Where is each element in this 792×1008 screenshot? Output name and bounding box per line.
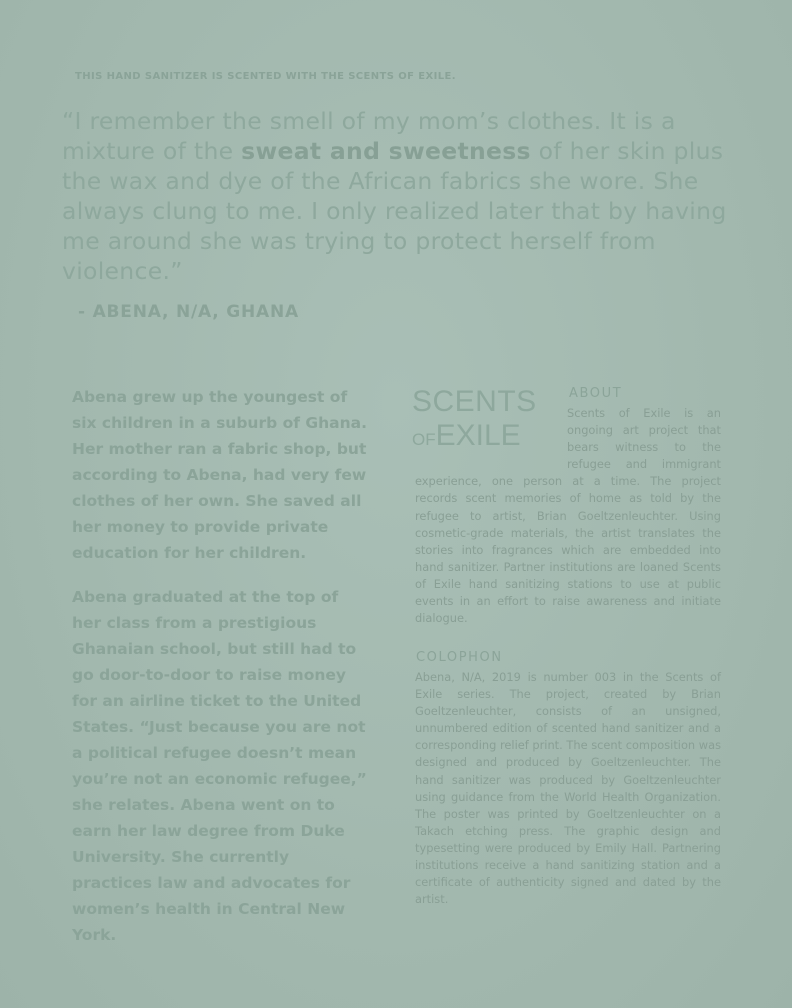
logo-of: OF bbox=[412, 430, 436, 449]
bio-paragraph-2: Abena graduated at the top of her class from a prestigious Ghanaian school, but still had to go door-to-door to raise money for an airline ticket to the United States. “Just because you are not a political refugee doesn’t mean you’re not an economic refugee,” she relates. Abena went on to earn her law degree from Duke University. She currently practices law and advocates for women’s health in Central New York. bbox=[72, 588, 367, 944]
about-section bbox=[415, 405, 721, 627]
quote-attribution: - ABENA, N/A, GHANA bbox=[78, 302, 299, 322]
logo-scents: SCENTS bbox=[412, 385, 537, 418]
header-tagline: THIS HAND SANITIZER IS SCENTED WITH THE SCENTS OF EXILE. bbox=[75, 71, 456, 82]
colophon-body: Abena, N/A, 2019 is number 003 in the Scents of Exile series. The project, created by Brian Goeltzenleuchter, consists of an unsigned, unnumbered edition of scented hand sanitizer and a corresponding relief print. The scent composition was designed and produced by Goeltzenleuchter. The hand sanitizer was produced by Goeltzenleuchter using guidance from the World Health Organization. The poster was printed by Goeltzenleuchter on a Takach etching press. The graphic design and typesetting were produced by Emily Hall. Partnering institutions receive a hand sanitizing station and a certificate of authenticity signed and dated by the artist. bbox=[415, 670, 722, 907]
quote-text-start: “I remember the smell of my mom’s clothes. It is a mixture of the bbox=[62, 107, 676, 165]
pull-quote bbox=[62, 106, 732, 286]
logo-exile: EXILE bbox=[435, 419, 521, 452]
quote-emphasis: sweat and sweetness bbox=[241, 137, 531, 165]
logo-spacer bbox=[415, 405, 567, 471]
quote-text-end: of her skin plus the wax and dye of the African fabrics she wore. She always clung to me. I only realized later that by having me around she was trying to protect herself from violence.” bbox=[62, 137, 727, 285]
colophon-heading: COLOPHON bbox=[416, 650, 503, 665]
about-body: Scents of Exile is an ongoing art project that bears witness to the refugee and immigrant experience, one person at a time. The project records scent memories of home as told by the refugee to artist, Brian Goeltzenleuchter. Using cosmetic-grade materials, the artist translates the stories into fragrances which are embedded into hand sanitizer. Partner institutions are loaned Scents of Exile hand sanitizing stations to use at public events in an effort to raise awareness and initiate dialogue. bbox=[415, 406, 721, 626]
about-heading: ABOUT bbox=[569, 386, 623, 401]
bio-paragraph-1: Abena grew up the youngest of six children in a suburb of Ghana. Her mother ran a fabric shop, but according to Abena, had very few clothes of her own. She saved all her money to provide private education for her children. bbox=[72, 388, 367, 562]
